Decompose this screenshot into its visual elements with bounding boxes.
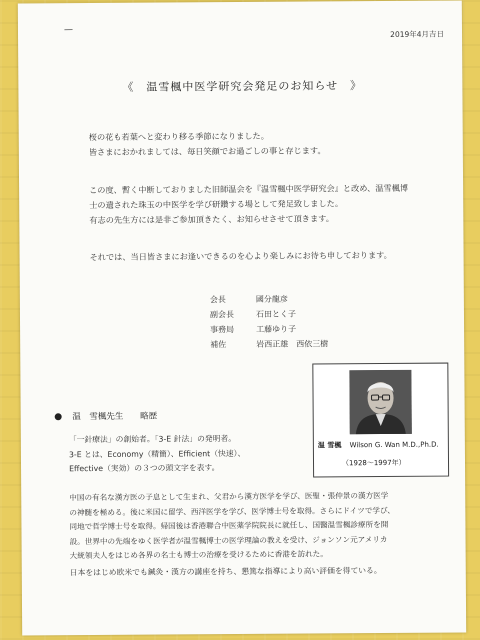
closing-paragraph <box>90 248 392 265</box>
officer-role: 副会長 <box>209 310 235 320</box>
officer-row <box>210 336 328 352</box>
text-line: 有志の先生方には是非ご参加頂きたく、お知らせさせて頂きます。 <box>89 213 334 226</box>
officer-name: 岩西正雄 西依三樹 <box>256 339 329 349</box>
biography-label: 略歴 <box>140 411 158 422</box>
portrait-frame <box>312 363 449 478</box>
officer-role: 補佐 <box>210 340 227 350</box>
biography-paragraph <box>69 489 395 564</box>
text-line: の神髄を極める。後に米国に留学、西洋医学を学び、医学博士号を取得。さらにドイツで学び、 <box>69 505 395 517</box>
biography-closing <box>70 564 382 581</box>
text-line: 「一針療法」の創始者。「3-E 針法」の発明者。 <box>68 434 237 445</box>
text-line: 日本をはじめ欧米でも鍼灸・漢方の講座を持ち、懇篤な指導により高い評価を得ている。 <box>69 566 382 578</box>
text-line: それでは、当日皆さまにお逢いできるのを心より楽しみにお待ち申しております。 <box>89 249 392 263</box>
officer-name: 國分龍彦 <box>255 294 288 304</box>
text-line: 同地で哲学博士号を取得。帰国後は香港聯合中医薬学院院長に就任し、国醫温雪楓診療所を開 <box>69 519 389 532</box>
portrait-years: （1928〜1997年） <box>341 458 406 468</box>
officer-role: 会長 <box>209 295 226 305</box>
portrait-caption <box>318 440 439 451</box>
officer-row <box>210 291 328 307</box>
officer-role: 事務局 <box>210 325 235 335</box>
officer-name: 工藤ゆり子 <box>256 324 297 334</box>
text-line: 中国の有名な漢方医の子息として生まれ、父君から漢方医学を学び、医聖・張仲景の漢方医学 <box>69 490 389 503</box>
text-line: 桜の花も若葉へと変わり移る季節になりました。 <box>88 130 269 143</box>
text-line: 士の遺された珠玉の中医学を学び研鑽する場として発足致しました。 <box>89 198 344 211</box>
text-line: 3-E とは、Economy（精簡）、Efficient（快速）、 <box>68 448 246 459</box>
portrait-name-en: Wilson G. Wan M.D.,Ph.D. <box>349 440 439 450</box>
document-title: 《 温雪楓中医学研究会発足のお知らせ 》 <box>122 79 363 94</box>
document-date: 2019年4月吉日 <box>390 29 445 39</box>
portrait-name-jp: 温 雪楓 <box>317 441 342 450</box>
announcement-paragraph <box>89 181 408 228</box>
greeting-paragraph <box>89 128 326 160</box>
officer-row <box>210 306 328 322</box>
bullet-icon <box>55 413 62 420</box>
officer-row <box>210 321 328 337</box>
text-line: この度、暫く中断しておりました旧師温会を『温雪楓中医学研究会』と改め、温雪楓博 <box>89 182 409 196</box>
portrait-photo <box>349 370 411 434</box>
document-page <box>18 0 466 635</box>
portrait-illustration <box>349 370 411 434</box>
corner-mark: — <box>63 25 74 36</box>
text-line: 大統領夫人をはじめ各界の名士も博士の治療を受けるために香港を訪れた。 <box>69 549 328 561</box>
biography-name: 温 雪楓先生 <box>72 411 124 423</box>
text-line: 皆さまにおかれましては、毎日笑顔でお過ごしの事と存じます。 <box>88 145 326 158</box>
text-line: 設。世界中の先端をゆく医学者が温雪楓博士の医学理論の教えを受け、ジョンソン元アメリカ <box>69 534 388 546</box>
officer-name: 石田とく子 <box>255 309 297 319</box>
method-description <box>69 432 246 477</box>
text-line: Effective（実効）の３つの頭文字を表す。 <box>69 463 220 474</box>
biography-heading <box>55 410 158 423</box>
officers-list <box>210 291 328 352</box>
